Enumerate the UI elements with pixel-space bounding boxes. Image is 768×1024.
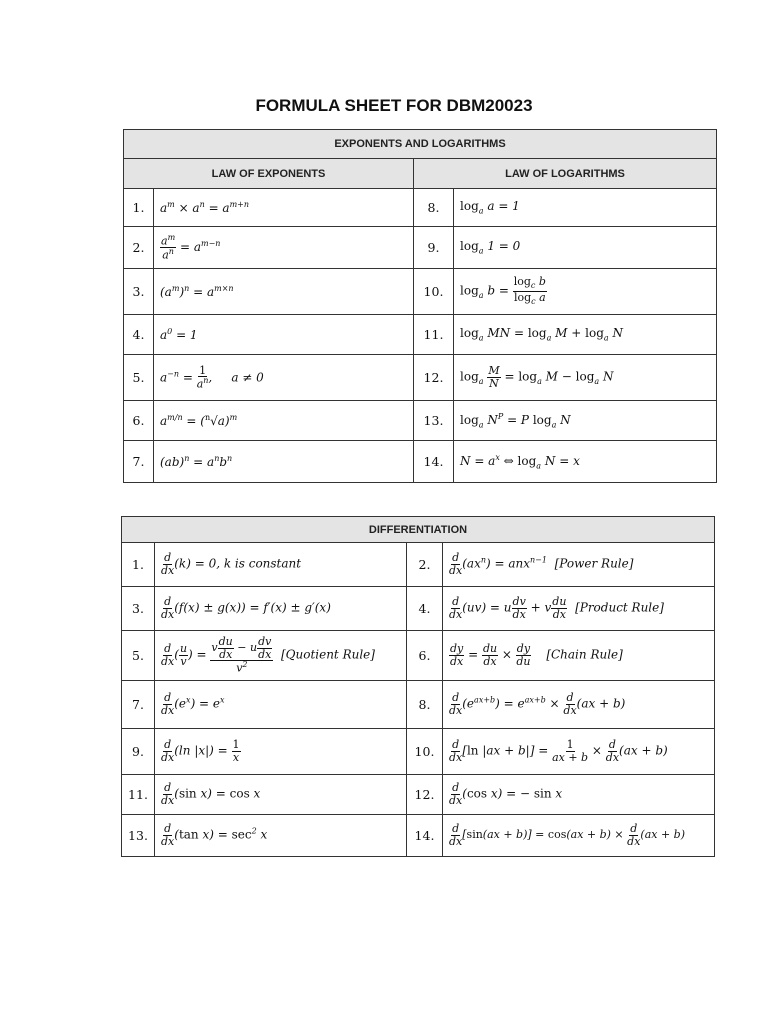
- row-number: 7.: [122, 681, 155, 729]
- formula-chain-rule: $\frac{dy}{dx}$ = $\frac{du}{dx}$ × $\frac{dy}{du}$ [Chain Rule]: [443, 631, 715, 681]
- formula-exponent-product-power: $(ab)^n = a^nb^n$: [154, 441, 414, 483]
- formula-derivative-tan: $\frac{d}{dx}$ (tan $x) = \sec^2 x$: [155, 815, 407, 857]
- chain-rule-label: [Chain Rule]: [546, 648, 623, 662]
- formula-log-product: $\log_a$ MN = $\log_a M + \log_a N$: [454, 315, 717, 355]
- row-number: 14.: [414, 441, 454, 483]
- formula-log-change-base: $\log_a b$ = $\frac{\log_c b}{\log_c a}$: [454, 269, 717, 315]
- formula-log-definition: $N = a^x$ ⇔ $\log_a N = x$: [454, 441, 717, 483]
- quotient-rule-label: [Quotient Rule]: [280, 647, 375, 662]
- formula-power-rule: $\frac{d}{dx}$ $(ax^n) = anx^{n-1}$ [Power Rule]: [443, 543, 715, 587]
- formula-log-power: $\log_a N^P = P$ $\log_a N$: [454, 401, 717, 441]
- formula-sum-rule: $\frac{d}{dx}$ (f(x) ± g(x)) = f′(x) ± g′(x): [155, 587, 407, 631]
- formula-log-quotient: $\log_a$ $\frac{M}{N}$ = $\log_a M - \log_a N$: [454, 355, 717, 401]
- formula-exponent-negative: $a^{-n}$ = $\frac{1}{a^n}$ , a ≠ 0: [154, 355, 414, 401]
- row-number: 13.: [122, 815, 155, 857]
- row-number: 5.: [122, 631, 155, 681]
- row-number: 6.: [124, 401, 154, 441]
- row-number: 10.: [414, 269, 454, 315]
- row-number: 4.: [124, 315, 154, 355]
- law-of-logarithms-header: LAW OF LOGARITHMS: [414, 159, 717, 189]
- row-number: 7.: [124, 441, 154, 483]
- law-of-exponents-header: LAW OF EXPONENTS: [124, 159, 414, 189]
- formula-exponent-zero: $a^0 = 1$: [154, 315, 414, 355]
- row-number: 6.: [407, 631, 443, 681]
- formula-quotient-rule: $\frac{d}{dx}$ ( $\frac{u}{v}$ ) = v $\frac{du}{dx}$ − u $\frac{dv}{dx}$ $v^2$ [Quotient Rule]: [155, 631, 407, 681]
- row-number: 2.: [407, 543, 443, 587]
- formula-derivative-ln: $\frac{d}{dx}$ (ln |x|) = $\frac{1}{x}$: [155, 729, 407, 775]
- power-rule-label: [Power Rule]: [554, 557, 634, 571]
- formula-derivative-sin: $\frac{d}{dx}$ (sin x) = cos x: [155, 775, 407, 815]
- row-number: 8.: [407, 681, 443, 729]
- formula-exponent-power: $(a^m)^n = a^{m\times n}$: [154, 269, 414, 315]
- formula-exponent-product: $a^m \times a^n = a^{m+n}$: [154, 189, 414, 227]
- formula-derivative-constant: $\frac{d}{dx}$ (k) = 0, k is constant: [155, 543, 407, 587]
- row-number: 13.: [414, 401, 454, 441]
- product-rule-label: [Product Rule]: [575, 601, 664, 615]
- formula-log-one: $\log_a 1 = 0$: [454, 227, 717, 269]
- formula-derivative-exp: $\frac{d}{dx}$ $(e^x) = e^x$: [155, 681, 407, 729]
- formula-derivative-exp-linear: $\frac{d}{dx}$ $(e^{ax+b}) = e^{ax+b}$ × $\frac{d}{dx}$ (ax + b): [443, 681, 715, 729]
- condition-text: a ≠ 0: [231, 370, 264, 384]
- row-number: 11.: [122, 775, 155, 815]
- row-number: 12.: [414, 355, 454, 401]
- formula-product-rule: $\frac{d}{dx}$ (uv) = u $\frac{dv}{dx}$ + v $\frac{du}{dx}$ [Product Rule]: [443, 587, 715, 631]
- row-number: 9.: [122, 729, 155, 775]
- formula-derivative-ln-linear: $\frac{d}{dx}$ [ln |ax + b|] = $\frac{1}{ax + b}$ × $\frac{d}{dx}$ (ax + b): [443, 729, 715, 775]
- row-number: 3.: [124, 269, 154, 315]
- exp-log-header: EXPONENTS AND LOGARITHMS: [124, 130, 717, 159]
- exponents-logarithms-table: [123, 129, 717, 483]
- row-number: 9.: [414, 227, 454, 269]
- row-number: 1.: [124, 189, 154, 227]
- formula-exponent-quotient: $\frac{a^m}{a^n}$ = $a^{m-n}$: [154, 227, 414, 269]
- differentiation-table: [121, 516, 715, 857]
- differentiation-header: DIFFERENTIATION: [122, 517, 715, 543]
- row-number: 11.: [414, 315, 454, 355]
- row-number: 10.: [407, 729, 443, 775]
- row-number: 14.: [407, 815, 443, 857]
- row-number: 3.: [122, 587, 155, 631]
- formula-log-base: $\log_a a = 1$: [454, 189, 717, 227]
- row-number: 12.: [407, 775, 443, 815]
- row-number: 1.: [122, 543, 155, 587]
- formula-exponent-fractional: $a^{m/n} = (^n√a)^m$: [154, 401, 414, 441]
- row-number: 5.: [124, 355, 154, 401]
- formula-derivative-cos: $\frac{d}{dx}$ (cos x) = − sin x: [443, 775, 715, 815]
- row-number: 4.: [407, 587, 443, 631]
- row-number: 8.: [414, 189, 454, 227]
- formula-derivative-sin-linear: $\frac{d}{dx}$ [sin(ax + b)] = cos(ax + b) × $\frac{d}{dx}$ (ax + b): [443, 815, 715, 857]
- row-number: 2.: [124, 227, 154, 269]
- page-title: FORMULA SHEET FOR DBM20023: [255, 96, 533, 115]
- constant-rule-text: (k) = 0, k is constant: [174, 557, 302, 571]
